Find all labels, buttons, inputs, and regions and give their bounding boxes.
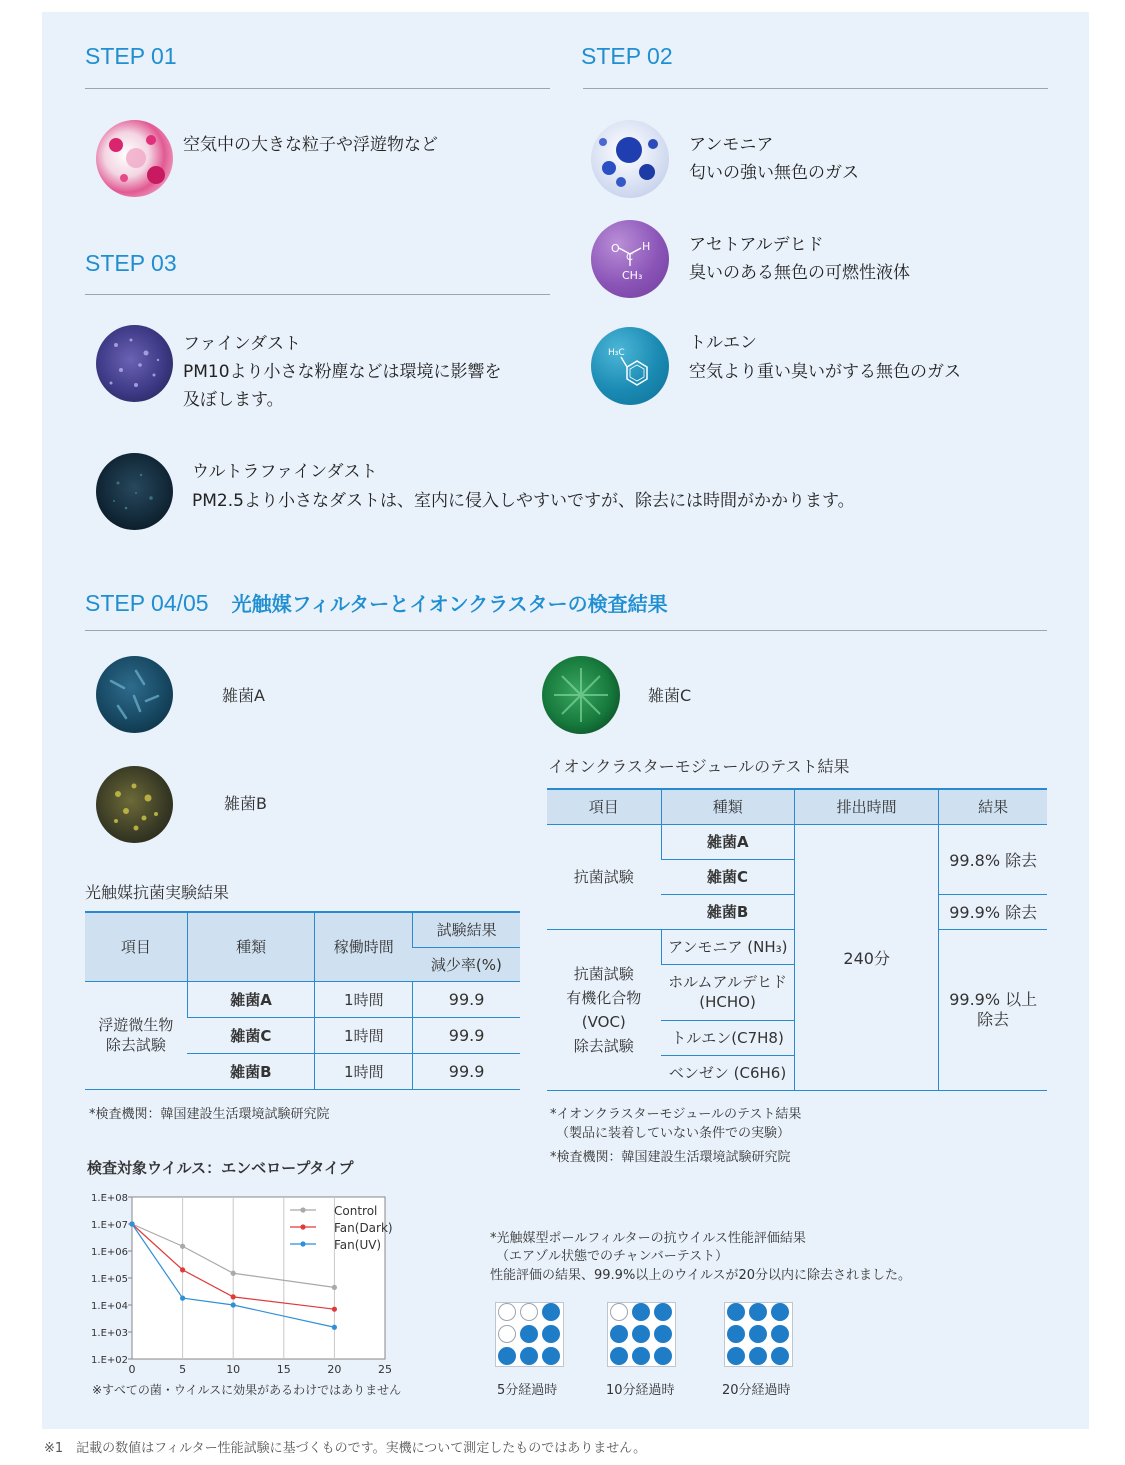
- col-header: 種類: [661, 789, 795, 824]
- data-point: [129, 1221, 134, 1226]
- ion-note2: （製品に装着していない条件での実験）: [556, 1126, 791, 1141]
- table-cell: 99.9: [413, 1053, 520, 1089]
- virus-removed-dot: [749, 1347, 767, 1365]
- divider: [85, 294, 550, 295]
- data-point: [332, 1307, 337, 1312]
- acetaldehyde-desc: 臭いのある無色の可燃性液体: [689, 263, 910, 283]
- table-cell: [547, 929, 661, 1090]
- svg-text:CH₃: CH₃: [622, 269, 643, 282]
- ion-note3: *検査機関：韓国建設生活環境試験研究院: [550, 1150, 791, 1165]
- rowgroup-label: 除去試験: [573, 1036, 634, 1055]
- ammonia-name: アンモニア: [689, 135, 774, 155]
- table-cell: 雑菌C: [187, 1017, 315, 1053]
- step03-title: STEP 03: [85, 250, 177, 276]
- type-label: ホルムアルデヒド: [668, 973, 787, 991]
- ammonia-desc: 匂いの強い無色のガス: [689, 163, 859, 183]
- virus-present-dot: [498, 1303, 516, 1321]
- virus-removed-dot: [771, 1325, 789, 1343]
- bacteria-a-label: 雑菌A: [222, 686, 265, 705]
- rowgroup-label: (VOC): [581, 1012, 626, 1031]
- result-label: 除去: [977, 1009, 1010, 1029]
- col-header: 試験結果: [413, 912, 520, 947]
- col-header: 排出時間: [795, 789, 939, 824]
- step0405-label: STEP 04/05: [85, 590, 209, 616]
- rowgroup-label: 浮遊微生物: [98, 1016, 174, 1034]
- virus-removed-dot: [654, 1303, 672, 1321]
- col-subheader: 減少率(%): [413, 947, 520, 981]
- y-tick-label: 1.E+07: [91, 1220, 128, 1231]
- virus-removed-dot: [654, 1325, 672, 1343]
- legend-marker: [300, 1207, 305, 1212]
- divider: [583, 88, 1048, 89]
- data-point: [332, 1285, 337, 1290]
- table-cell: トルエン(C7H8): [661, 1020, 795, 1055]
- antivirus-line1: *光触媒型ポールフィルターの抗ウイルス性能評価結果: [490, 1231, 806, 1246]
- data-point: [180, 1267, 185, 1272]
- step0405-title: [85, 585, 668, 618]
- rowgroup-label: 抗菌試験: [573, 964, 634, 983]
- table-cell: 240分: [795, 824, 939, 1090]
- table-cell: 雑菌C: [661, 859, 795, 894]
- photo-note: *検査機関：韓国建設生活環境試験研究院: [89, 1107, 330, 1122]
- table-cell: [939, 929, 1047, 1090]
- photocatalyst-table-title: 光触媒抗菌実験結果: [85, 883, 230, 902]
- photocatalyst-table: [85, 911, 520, 1090]
- col-header: 結果: [939, 789, 1047, 824]
- dot-grid-20min: [724, 1302, 793, 1367]
- col-header: 稼働時間: [315, 912, 413, 981]
- y-tick-label: 1.E+04: [91, 1301, 128, 1312]
- table-cell: 1時間: [315, 1053, 413, 1089]
- ion-note1: *イオンクラスターモジュールのテスト結果: [550, 1107, 802, 1122]
- table-cell: [661, 964, 795, 1020]
- step02-title: STEP 02: [581, 43, 673, 69]
- acetaldehyde-molecule-icon: [591, 220, 669, 298]
- ultrafine-dust-desc: PM2.5より小さなダストは、室内に侵入しやすいですが、除去には時間がかかります。: [192, 491, 855, 511]
- table-cell: 99.9: [413, 1017, 520, 1053]
- acetaldehyde-name: アセトアルデヒド: [689, 235, 824, 255]
- antivirus-line2: （エアゾル状態でのチャンバーテスト）: [496, 1249, 729, 1264]
- grid-label-20min: 20分経過時: [722, 1383, 791, 1398]
- footnote: ※1 記載の数値はフィルター性能試験に基づくものです。実機について測定したものではありません。: [44, 1441, 647, 1456]
- step01-title: STEP 01: [85, 43, 177, 69]
- virus-removed-dot: [771, 1303, 789, 1321]
- y-tick-label: 1.E+03: [91, 1328, 128, 1339]
- legend-marker: [300, 1241, 305, 1246]
- step01-desc: 空気中の大きな粒子や浮遊物など: [183, 135, 438, 155]
- grid-label-10min: 10分経過時: [606, 1383, 675, 1398]
- type-label: (HCHO): [699, 993, 756, 1011]
- virus-removed-dot: [542, 1347, 560, 1365]
- virus-removed-dot: [542, 1325, 560, 1343]
- table-cell: [85, 981, 187, 1089]
- table-cell: アンモニア (NH₃): [661, 929, 795, 964]
- table-cell: 99.9% 除去: [939, 894, 1047, 929]
- grid-label-5min: 5分経過時: [497, 1383, 558, 1398]
- svg-text:O: O: [611, 242, 620, 255]
- data-point: [231, 1302, 236, 1307]
- data-point: [231, 1271, 236, 1276]
- table-cell: 99.9: [413, 981, 520, 1017]
- table-cell: ベンゼン (C6H6): [661, 1055, 795, 1090]
- virus-removed-dot: [520, 1325, 538, 1343]
- rowgroup-label: 有機化合物: [566, 988, 642, 1007]
- virus-chart: [85, 1185, 425, 1380]
- chart-note: ※すべての菌・ウイルスに効果があるわけではありません: [92, 1383, 402, 1397]
- svg-text:H: H: [642, 240, 651, 253]
- virus-present-dot: [610, 1303, 628, 1321]
- antivirus-line3: 性能評価の結果、99.9%以上のウイルスが20分以内に除去されました。: [490, 1268, 912, 1283]
- data-point: [180, 1244, 185, 1249]
- virus-present-dot: [520, 1303, 538, 1321]
- virus-removed-dot: [520, 1347, 538, 1365]
- ultrafine-dust-name: ウルトラファインダスト: [192, 462, 378, 482]
- x-tick-label: 25: [378, 1363, 392, 1376]
- ultrafine-dust-image: [96, 453, 173, 530]
- legend-label: Fan(UV): [334, 1238, 382, 1252]
- x-tick-label: 5: [179, 1363, 187, 1376]
- divider: [85, 630, 1047, 631]
- virus-removed-dot: [632, 1347, 650, 1365]
- fine-dust-desc1: PM10より小さな粉塵などは環境に影響を: [183, 362, 502, 382]
- table-cell: 雑菌B: [661, 894, 795, 929]
- y-tick-label: 1.E+02: [91, 1355, 128, 1366]
- col-header: 種類: [187, 912, 315, 981]
- bacteria-c-label: 雑菌C: [648, 686, 692, 705]
- dot-grid-5min: [495, 1302, 564, 1367]
- bacteria-a-image: [96, 656, 173, 733]
- virus-removed-dot: [727, 1325, 745, 1343]
- ion-table-title: イオンクラスターモジュールのテスト結果: [548, 757, 850, 776]
- chart-title: 検査対象ウイルス：エンベロープタイプ: [87, 1159, 354, 1177]
- x-tick-label: 0: [128, 1363, 136, 1376]
- y-tick-label: 1.E+08: [91, 1193, 128, 1204]
- divider: [85, 88, 550, 89]
- x-tick-label: 15: [276, 1363, 291, 1376]
- virus-removed-dot: [610, 1347, 628, 1365]
- y-tick-label: 1.E+05: [91, 1274, 128, 1285]
- ion-table: [547, 788, 1047, 1091]
- fine-dust-desc2: 及ぼします。: [183, 390, 284, 410]
- bacteria-b-image: [96, 766, 173, 843]
- virus-removed-dot: [727, 1347, 745, 1365]
- step0405-heading: 光触媒フィルターとイオンクラスターの検査結果: [231, 592, 668, 616]
- virus-removed-dot: [727, 1303, 745, 1321]
- virus-removed-dot: [771, 1347, 789, 1365]
- fine-dust-name: ファインダスト: [183, 334, 301, 354]
- ammonia-image: [591, 120, 669, 198]
- data-point: [180, 1296, 185, 1301]
- table-cell: 雑菌A: [187, 981, 315, 1017]
- virus-removed-dot: [654, 1347, 672, 1365]
- toluene-desc: 空気より重い臭いがする無色のガス: [689, 362, 961, 382]
- table-cell: 抗菌試験: [547, 824, 661, 929]
- table-cell: 雑菌A: [661, 824, 795, 859]
- table-cell: 1時間: [315, 981, 413, 1017]
- y-tick-label: 1.E+06: [91, 1247, 128, 1258]
- virus-removed-dot: [749, 1325, 767, 1343]
- data-point: [332, 1325, 337, 1330]
- legend-label: Fan(Dark): [334, 1221, 393, 1235]
- fine-dust-image: [96, 325, 173, 402]
- legend-marker: [300, 1224, 305, 1229]
- table-cell: 雑菌B: [187, 1053, 315, 1089]
- bacteria-c-image: [542, 656, 620, 734]
- legend-label: Control: [334, 1204, 378, 1218]
- table-cell: 99.8% 除去: [939, 824, 1047, 894]
- table-cell: 1時間: [315, 1017, 413, 1053]
- data-point: [231, 1294, 236, 1299]
- toluene-molecule-icon: [591, 327, 669, 405]
- col-header: 項目: [85, 912, 187, 981]
- virus-removed-dot: [498, 1347, 516, 1365]
- virus-removed-dot: [610, 1325, 628, 1343]
- col-header: 項目: [547, 789, 661, 824]
- x-tick-label: 10: [226, 1363, 241, 1376]
- virus-removed-dot: [749, 1303, 767, 1321]
- rowgroup-label: 除去試験: [105, 1036, 166, 1054]
- virus-removed-dot: [632, 1325, 650, 1343]
- result-label: 99.9% 以上: [949, 989, 1038, 1009]
- dot-grid-10min: [607, 1302, 676, 1367]
- virus-removed-dot: [632, 1303, 650, 1321]
- x-tick-label: 20: [327, 1363, 342, 1376]
- svg-text:C: C: [626, 252, 633, 263]
- particles-image: [96, 120, 173, 197]
- virus-removed-dot: [542, 1303, 560, 1321]
- svg-text:H₃C: H₃C: [608, 348, 625, 358]
- bacteria-b-label: 雑菌B: [224, 794, 267, 813]
- virus-present-dot: [498, 1325, 516, 1343]
- toluene-name: トルエン: [689, 333, 757, 353]
